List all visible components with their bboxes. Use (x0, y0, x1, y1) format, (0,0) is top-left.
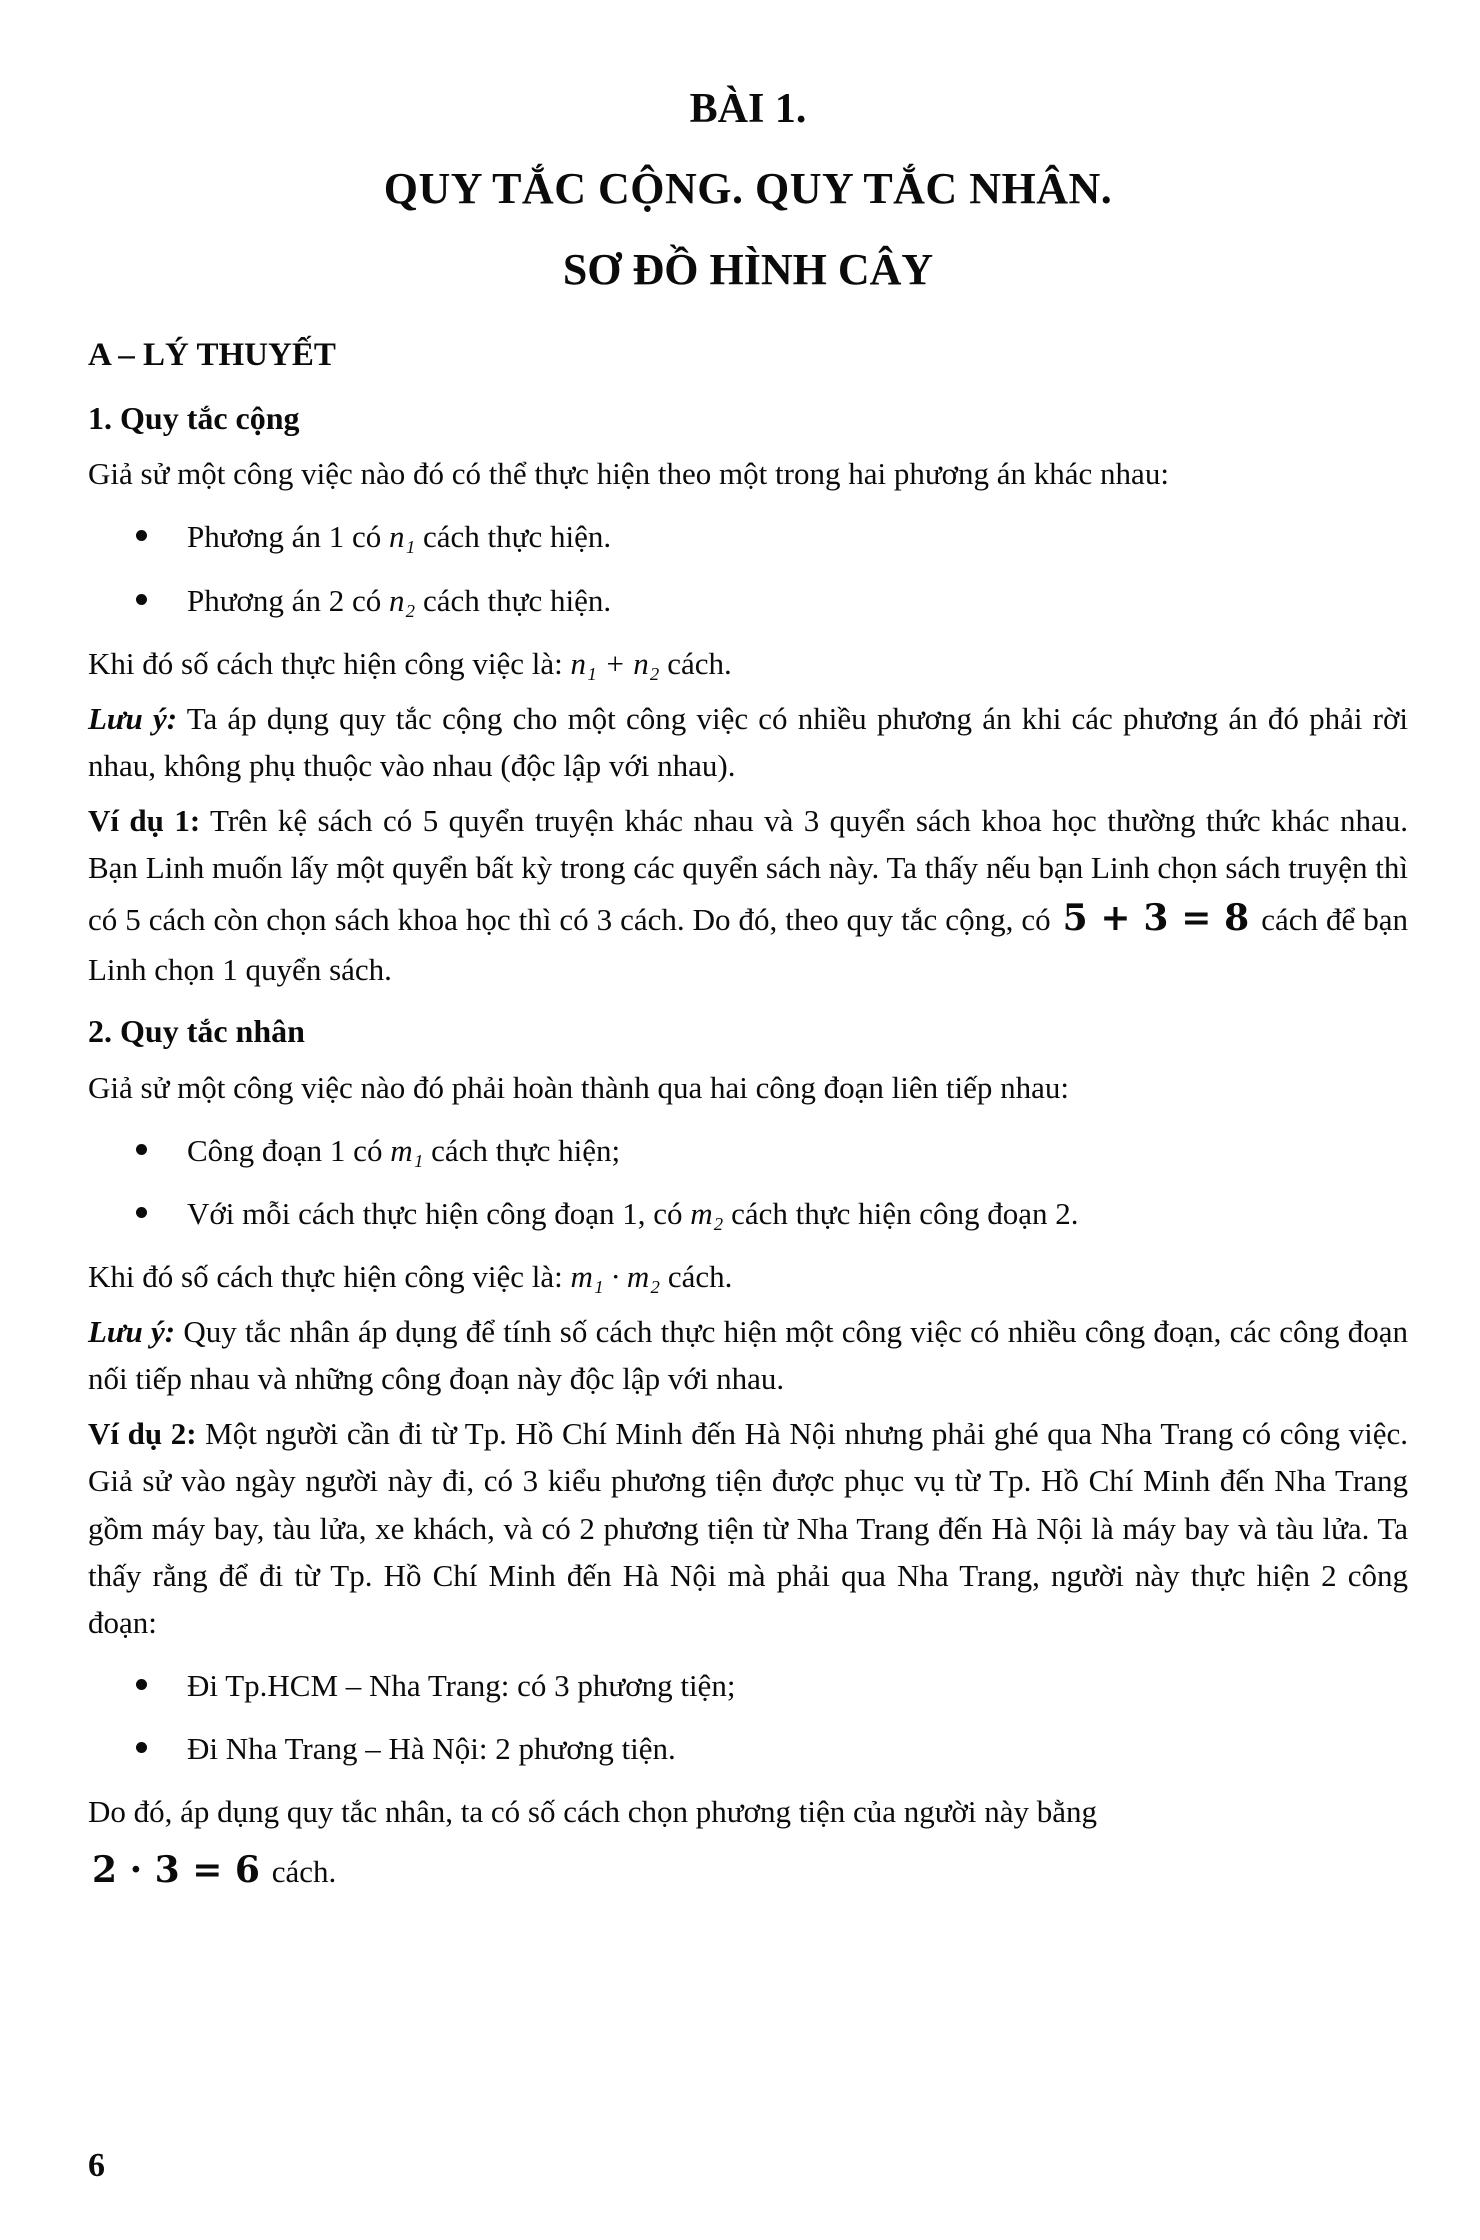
example-2-label: Ví dụ 2: (88, 1416, 197, 1452)
bullet-icon (136, 1144, 147, 1155)
page-number: 6 (88, 2147, 105, 2185)
result-pre: Khi đó số cách thực hiện công việc là: (88, 1259, 571, 1295)
bullet-icon (136, 1679, 147, 1690)
bullet-pre: Phương án 2 có (187, 582, 389, 618)
rule-add-intro: Giả sử một công việc nào đó có thể thực hiện theo một trong hai phương án khác nhau: (88, 456, 1169, 492)
example-1-text-before: Trên kệ sách có 5 quyển truyện khác nhau và 3 quyển sách khoa học thường thức khác nhau. Bạn Linh muốn lấy một quyển bất kỳ trong các quyển sách này. Ta thấy nếu bạn Linh chọn sách truyện thì có 5 cách còn chọn sách khoa học thì có 3 cách. Do đó, theo quy tắc cộng, có (88, 803, 1408, 938)
rule-mul-bullet-2 (136, 1190, 1408, 1237)
note-label: Lưu ý: (88, 700, 178, 736)
math-m1: m₁ (390, 1132, 424, 1168)
example-1 (88, 797, 1408, 993)
bullet-pre: Với mỗi cách thực hiện công đoạn 1, có (187, 1195, 691, 1231)
rule-mul-heading: 2. Quy tắc nhân (88, 1013, 305, 1050)
bullet-text (187, 1190, 1079, 1237)
math-m1-times-m2: m₁ · m₂ (570, 1259, 661, 1295)
result-post: cách. (659, 645, 732, 681)
math-n1-plus-n2: n₁ + n₂ (570, 645, 660, 681)
bullet-text (187, 1127, 620, 1174)
note-label: Lưu ý: (88, 1314, 176, 1350)
bullet-pre: Phương án 1 có (187, 519, 389, 555)
lesson-title-line2: QUY TẮC CỘNG. QUY TẮC NHÂN. (383, 163, 1113, 213)
math-n1: n₁ (388, 519, 416, 555)
bullet-post: cách thực hiện; (423, 1132, 621, 1168)
conclusion-formula-line (88, 1843, 1408, 1898)
example-2-step-2 (136, 1725, 1408, 1772)
result-post: cách. (660, 1259, 733, 1295)
rule-add-bullet-1 (136, 513, 1408, 560)
note-text: Quy tắc nhân áp dụng để tính số cách thực hiện một công việc có nhiều công đoạn, các công đoạn nối tiếp nhau và những công đoạn này độc lập với nhau. (88, 1314, 1408, 1397)
bullet-text (187, 577, 611, 624)
section-a-heading: A – LÝ THUYẾT (88, 336, 336, 373)
example-2-text: Một người cần đi từ Tp. Hồ Chí Minh đến Hà Nội nhưng phải ghé qua Nha Trang có công việc. Giả sử vào ngày người này đi, có 3 kiểu phương tiện được phục vụ từ Tp. Hồ Chí Minh đến Nha Trang gồm máy bay, tàu lửa, xe khách, và có 2 phương tiện từ Nha Trang đến Hà Nội là máy bay và tàu lửa. Ta thấy rằng để đi từ Tp. Hồ Chí Minh đến Hà Nội mà phải qua Nha Trang, người này thực hiện 2 công đoạn: (88, 1416, 1408, 1640)
math-m2: m₂ (690, 1195, 724, 1231)
rule-add-bullet-2 (136, 577, 1408, 624)
rule-mul-result (88, 1253, 1408, 1300)
bullet-pre: Công đoạn 1 có (187, 1132, 391, 1168)
bullet-icon (136, 594, 147, 605)
bullet-post: cách thực hiện công đoạn 2. (723, 1195, 1079, 1231)
rule-mul-bullet-1 (136, 1127, 1408, 1174)
step-text: Đi Nha Trang – Hà Nội: 2 phương tiện. (187, 1731, 676, 1766)
bullet-post: cách thực hiện. (415, 582, 612, 618)
lesson-title-block (88, 78, 1408, 304)
lesson-title-line3: SƠ ĐỒ HÌNH CÂY (562, 244, 934, 294)
formula-2-times-3: 2 · 3 = 6 (92, 1849, 260, 1892)
example-2-step-1 (136, 1662, 1408, 1709)
example-2 (88, 1410, 1408, 1646)
step-text: Đi Tp.HCM – Nha Trang: có 3 phương tiện; (187, 1667, 736, 1703)
conclusion-post: cách. (263, 1854, 337, 1890)
rule-add-heading: 1. Quy tắc cộng (88, 399, 300, 436)
bullet-text (187, 513, 611, 560)
example-1-text-after: cách để bạn Linh chọn 1 quyển sách. (88, 902, 1408, 987)
rule-mul-note (88, 1308, 1408, 1402)
conclusion-text: Do đó, áp dụng quy tắc nhân, ta có số cách chọn phương tiện của người này bằng (88, 1794, 1098, 1830)
math-n2: n₂ (388, 582, 416, 618)
formula-5-plus-3: 5 + 3 = 8 (1062, 897, 1250, 940)
rule-add-note (88, 695, 1408, 789)
bullet-icon (136, 1207, 147, 1218)
bullet-icon (136, 1742, 147, 1753)
lesson-number: BÀI 1. (689, 86, 807, 132)
rule-mul-intro: Giả sử một công việc nào đó phải hoàn thành qua hai công đoạn liên tiếp nhau: (88, 1069, 1069, 1105)
result-pre: Khi đó số cách thực hiện công việc là: (88, 645, 571, 681)
note-text: Ta áp dụng quy tắc cộng cho một công việc có nhiều phương án khi các phương án đó phải rời nhau, không phụ thuộc vào nhau (độc lập với nhau). (88, 700, 1408, 783)
bullet-post: cách thực hiện. (415, 519, 612, 555)
rule-add-result (88, 640, 1408, 687)
bullet-icon (136, 530, 147, 541)
example-1-label: Ví dụ 1: (88, 803, 201, 839)
